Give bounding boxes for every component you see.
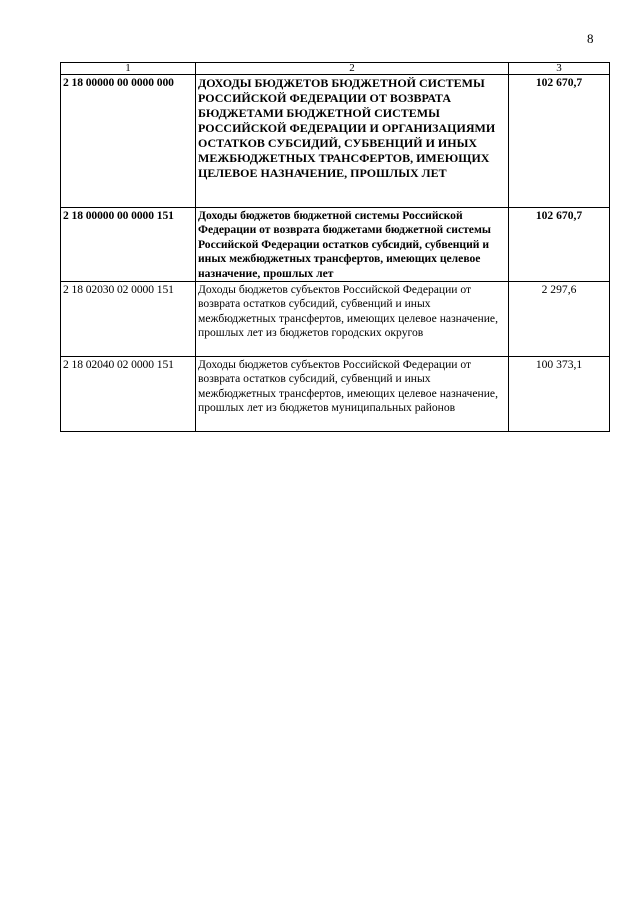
amount-cell: 102 670,7	[509, 208, 610, 282]
table-row	[61, 357, 610, 432]
table-row	[61, 282, 610, 357]
income-name-cell: Доходы бюджетов субъектов Российской Федерации от возврата остатков субсидий, субвенций и иных межбюджетных трансфертов, имеющих целевое назначение, прошлых лет из бюджетов городских округов	[196, 282, 509, 357]
budget-code-cell: 2 18 00000 00 0000 151	[61, 208, 196, 282]
table-header-row	[61, 63, 610, 75]
column-header-1: 1	[61, 63, 196, 75]
budget-code-cell: 2 18 02030 02 0000 151	[61, 282, 196, 357]
amount-cell: 2 297,6	[509, 282, 610, 357]
page-number: 8	[587, 31, 594, 46]
column-header-2: 2	[196, 63, 509, 75]
column-header-3: 3	[509, 63, 610, 75]
amount-cell: 100 373,1	[509, 357, 610, 432]
budget-code-cell: 2 18 00000 00 0000 000	[61, 75, 196, 208]
table-row	[61, 208, 610, 282]
income-name-cell: Доходы бюджетов субъектов Российской Федерации от возврата остатков субсидий, субвенций и иных межбюджетных трансфертов, имеющих целевое назначение, прошлых лет из бюджетов муниципальных районов	[196, 357, 509, 432]
budget-code-cell: 2 18 02040 02 0000 151	[61, 357, 196, 432]
budget-income-table	[60, 62, 610, 432]
income-name-cell: Доходы бюджетов бюджетной системы Российской Федерации от возврата бюджетами бюджетной системы Российской Федерации остатков субсидий, субвенций и иных межбюджетных трансфертов, имеющих целевое назначение, прошлых лет	[196, 208, 509, 282]
table-row	[61, 75, 610, 208]
amount-cell: 102 670,7	[509, 75, 610, 208]
income-name-cell: ДОХОДЫ БЮДЖЕТОВ БЮДЖЕТНОЙ СИСТЕМЫ РОССИЙСКОЙ ФЕДЕРАЦИИ ОТ ВОЗВРАТА БЮДЖЕТАМИ БЮДЖЕТНОЙ СИСТЕМЫ РОССИЙСКОЙ ФЕДЕРАЦИИ И ОРГАНИЗАЦИЯМИ ОСТАТКОВ СУБСИДИЙ, СУБВЕНЦИЙ И ИНЫХ МЕЖБЮДЖЕТНЫХ ТРАНСФЕРТОВ, ИМЕЮЩИХ ЦЕЛЕВОЕ НАЗНАЧЕНИЕ, ПРОШЛЫХ ЛЕТ	[196, 75, 509, 208]
